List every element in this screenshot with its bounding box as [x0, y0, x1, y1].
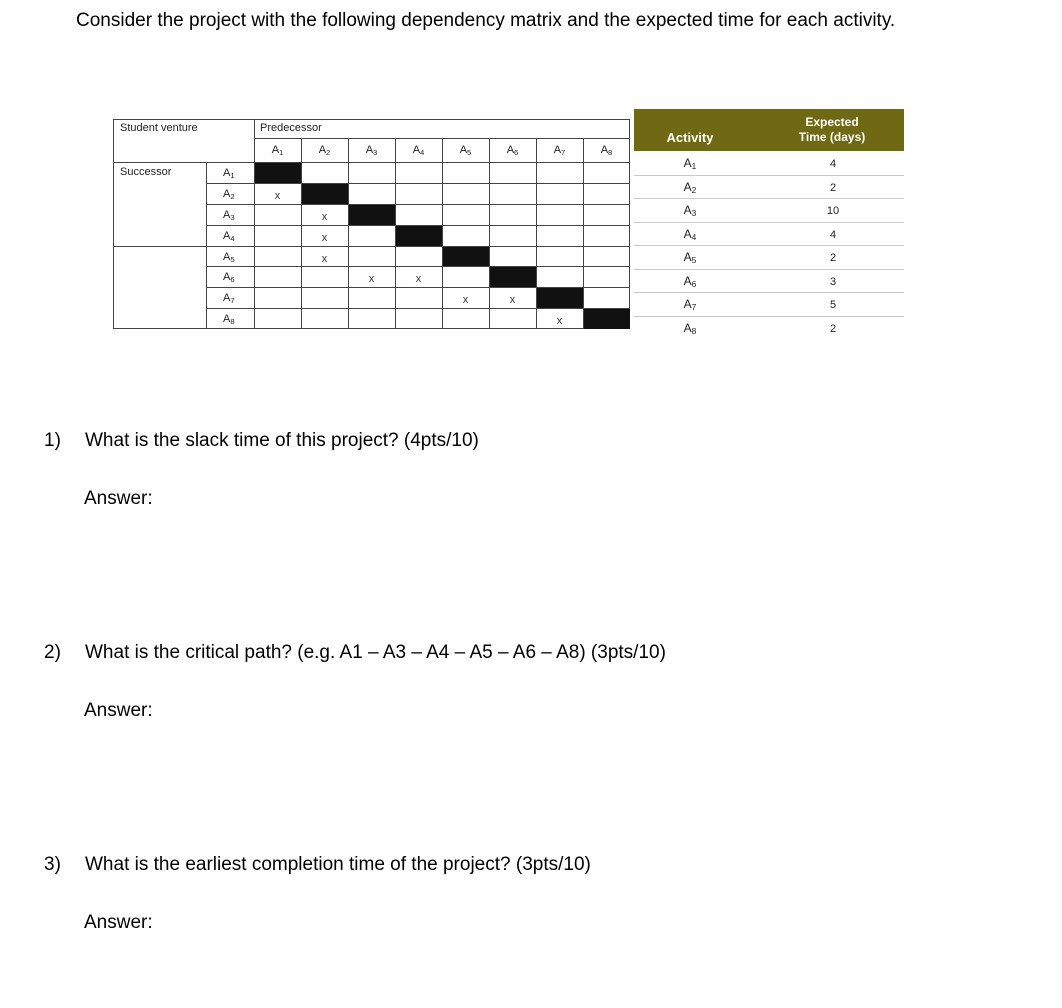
answer-1-label: Answer: [84, 488, 153, 509]
matrix-column-line [348, 138, 349, 329]
dependency-mark: x [509, 294, 516, 307]
matrix-successor-label: Successor [120, 166, 172, 178]
activity-cell: $A_7$ [683, 297, 697, 312]
matrix-row-header: $A_1$ [223, 167, 235, 180]
activity-row-rule [634, 175, 904, 176]
matrix-row-line [206, 246, 630, 247]
answer-3-label: Answer: [84, 912, 153, 933]
question-3-text: What is the earliest completion time of the project? (3pts/10) [85, 854, 591, 875]
matrix-predecessor-label: Predecessor [260, 122, 322, 134]
matrix-column-header: $A_7$ [553, 144, 566, 157]
matrix-diagonal-cell [490, 267, 536, 287]
activity-cell: $A_3$ [683, 203, 697, 218]
activity-row-rule [634, 292, 904, 293]
dependency-mark: x [274, 189, 281, 202]
activity-cell: $A_4$ [683, 226, 697, 242]
activity-row-rule [634, 316, 904, 317]
dependency-mark: x [368, 273, 375, 286]
matrix-row-header: $A_4$ [223, 229, 235, 243]
question-2-text: What is the critical path? (e.g. A1 – A3 – A4 – A5 – A6 – A8) (3pts/10) [85, 642, 666, 663]
activity-time-table [634, 109, 904, 341]
matrix-column-line [301, 138, 302, 329]
matrix-diagonal-cell [584, 309, 630, 329]
dependency-matrix [113, 119, 630, 329]
matrix-diagonal-cell [255, 163, 301, 183]
matrix-column-header: $A_6$ [506, 144, 519, 157]
matrix-column-header: $A_5$ [459, 144, 472, 157]
matrix-column-header: $A_3$ [365, 144, 378, 157]
question-1-number: 1) [44, 430, 61, 451]
activity-cell: $A_6$ [683, 273, 697, 289]
matrix-row-header: $A_6$ [223, 271, 235, 285]
header-time-days: Time (days) [798, 130, 866, 144]
matrix-header-divider [113, 162, 630, 163]
intro-text: Consider the project with the following dependency matrix and the expected time for each activity. [76, 10, 896, 31]
matrix-border-top [113, 119, 630, 120]
time-cell: 2 [829, 252, 837, 264]
matrix-row-line [206, 266, 630, 267]
activity-cell: $A_2$ [683, 179, 697, 195]
matrix-column-line [442, 138, 443, 329]
time-cell: 2 [829, 322, 837, 335]
matrix-row-header: $A_8$ [223, 313, 235, 327]
header-activity: Activity [666, 130, 714, 145]
matrix-diagonal-cell [443, 247, 489, 267]
activity-cell: $A_1$ [683, 156, 697, 171]
answer-2-label: Answer: [84, 700, 153, 721]
time-cell: 2 [829, 181, 837, 194]
dependency-mark: x [415, 273, 422, 286]
question-2-number: 2) [44, 642, 61, 663]
activity-row-rule [634, 269, 904, 270]
matrix-column-header: $A_1$ [271, 144, 284, 157]
matrix-row-header: $A_2$ [223, 187, 235, 201]
matrix-row-header: $A_5$ [223, 250, 235, 264]
activity-row-rule [634, 198, 904, 199]
dependency-mark: x [321, 231, 328, 244]
header-expected: Expected [805, 115, 859, 129]
matrix-corner-label: Student venture [120, 122, 198, 134]
matrix-row-line [206, 204, 630, 205]
time-cell: 4 [829, 158, 837, 170]
dependency-mark: x [321, 210, 328, 223]
matrix-row-header: $A_3$ [223, 208, 235, 222]
matrix-column-line [583, 138, 584, 329]
matrix-column-line [489, 138, 490, 329]
time-cell: 10 [826, 205, 840, 217]
activity-row-rule [634, 222, 904, 223]
matrix-diagonal-cell [302, 184, 348, 204]
matrix-successor-group-divider [113, 246, 206, 247]
matrix-diagonal-cell [396, 226, 442, 246]
question-3-number: 3) [44, 854, 61, 875]
activity-cell: $A_8$ [683, 320, 697, 336]
activity-row-rule [634, 245, 904, 246]
time-cell: 3 [829, 275, 837, 288]
matrix-column-header: $A_2$ [318, 144, 331, 157]
activity-cell: $A_5$ [683, 250, 697, 265]
question-1-text: What is the slack time of this project? (4pts/10) [85, 430, 479, 451]
matrix-column-header: $A_4$ [412, 144, 425, 157]
time-cell: 4 [829, 228, 837, 241]
time-cell: 5 [829, 299, 837, 311]
matrix-row-line [206, 308, 630, 309]
matrix-border-bottom [113, 328, 630, 329]
matrix-row-header: $A_7$ [223, 292, 235, 306]
matrix-row-line [206, 183, 630, 184]
matrix-border-left [113, 119, 114, 329]
dependency-mark: x [556, 315, 563, 328]
dependency-mark: x [462, 294, 469, 307]
matrix-column-header: $A_8$ [600, 144, 613, 157]
dependency-mark: x [321, 252, 328, 265]
matrix-diagonal-cell [349, 205, 395, 225]
matrix-diagonal-cell [537, 288, 583, 308]
